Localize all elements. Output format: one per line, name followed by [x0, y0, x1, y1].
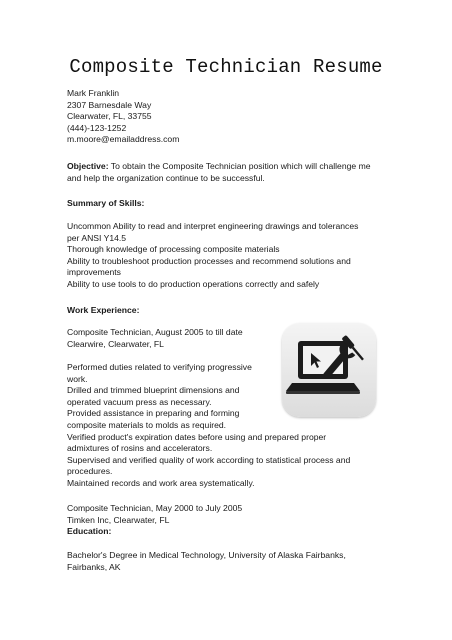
objective-section	[67, 161, 377, 184]
work-experience-heading: Work Experience:	[67, 305, 140, 315]
job1-title: Composite Technician, August 2005 to till date	[67, 327, 243, 337]
job2-title: Composite Technician, May 2000 to July 2005	[67, 503, 243, 513]
duty-line: Verified product's expiration dates before using and prepared proper	[67, 431, 327, 442]
education-heading: Education:	[67, 526, 112, 537]
duty-line: work.	[67, 373, 88, 384]
contact-city: Clearwater, FL, 33755	[67, 111, 152, 122]
objective-label: Objective:	[67, 161, 109, 171]
job2-header	[67, 503, 242, 538]
job1-company: Clearwire, Clearwater, FL	[67, 338, 164, 349]
duty-line: Drilled and trimmed blueprint dimensions and	[67, 385, 240, 396]
resume-title: Composite Technician Resume	[69, 56, 383, 78]
job2-company: Timken Inc, Clearwater, FL	[67, 514, 170, 525]
duty-line: composite materials to molds as required.	[67, 419, 227, 430]
skill-item: Ability to troubleshoot production processes and recommend solutions and improvements	[67, 255, 351, 278]
skills-list	[67, 221, 372, 291]
contact-block	[67, 88, 179, 146]
job1-header	[67, 327, 243, 350]
contact-name: Mark Franklin	[67, 88, 120, 98]
duty-line: operated vacuum press as necessary.	[67, 396, 212, 407]
skill-item: Uncommon Ability to read and interpret engineering drawings and tolerances per ANSI Y14.5	[67, 221, 359, 243]
education-line: Fairbanks, AK	[67, 561, 121, 572]
skill-item: Thorough knowledge of processing composite materials	[67, 244, 280, 255]
contact-email: m.moore@emailaddress.com	[67, 134, 180, 145]
contact-street: 2307 Barnesdale Way	[67, 99, 152, 110]
education-details	[67, 550, 346, 573]
duty-line: admixtures of rosins and accelerators.	[67, 443, 213, 454]
duty-line: Performed duties related to verifying progressive	[67, 362, 252, 372]
education-line: Bachelor's Degree in Medical Technology, University of Alaska Fairbanks,	[67, 550, 346, 560]
contact-phone: (444)-123-1252	[67, 122, 127, 133]
duty-line: Provided assistance in preparing and forming	[67, 408, 240, 419]
duty-line: Maintained records and work area systematically.	[67, 477, 255, 488]
duty-line: procedures.	[67, 466, 113, 477]
duty-line: Supervised and verified quality of work according to statistical process and	[67, 454, 351, 465]
skills-heading: Summary of Skills:	[67, 198, 145, 208]
laptop-tools-icon	[282, 323, 376, 417]
objective-text: To obtain the Composite Technician position which will challenge me and help the organization continue to be successful.	[67, 161, 371, 183]
skill-item: Ability to use tools to do production operations correctly and safely	[67, 278, 320, 289]
